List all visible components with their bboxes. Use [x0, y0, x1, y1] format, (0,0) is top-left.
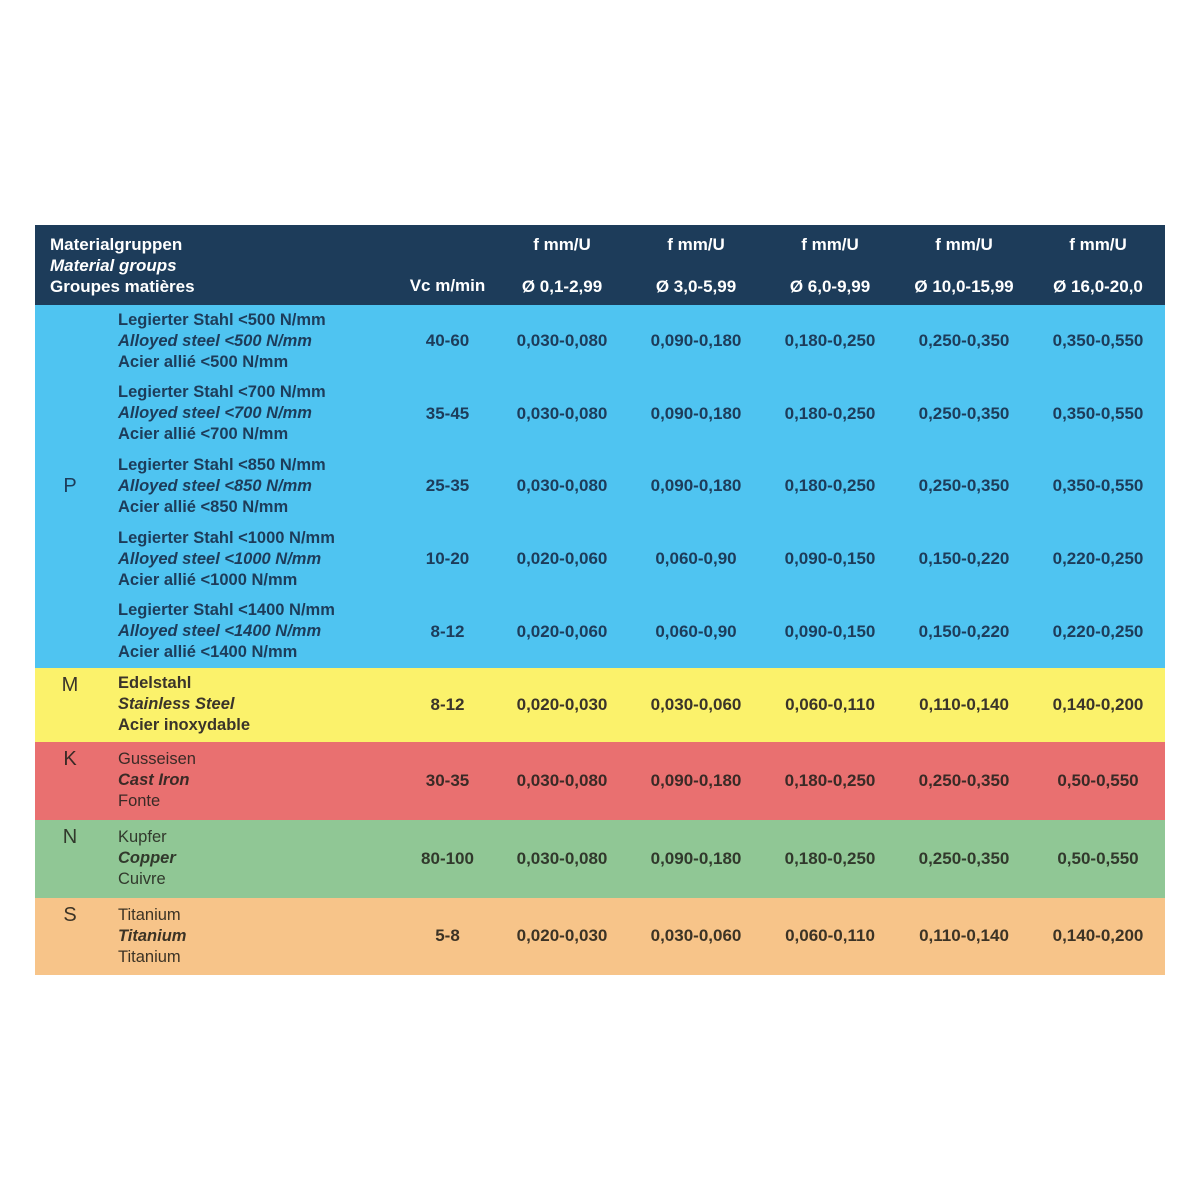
material-name-fr: Acier allié <850 N/mm: [118, 497, 289, 516]
material-group-section: [35, 820, 1165, 898]
material-name-en: Alloyed steel <850 N/mm: [118, 476, 312, 495]
diameter-range-label: Ø 3,0-5,99: [655, 277, 737, 296]
header-feed-col-2: [629, 225, 763, 305]
material-name: [105, 673, 400, 736]
feed-value: 0,350-0,550: [1052, 331, 1144, 351]
feed-unit-label: f mm/U: [533, 235, 591, 254]
material-group-section: [35, 898, 1165, 975]
cutting-speed-value: 40-60: [425, 331, 470, 351]
material-row: [105, 305, 1165, 378]
material-row: [105, 742, 1165, 820]
material-group-section: [35, 305, 1165, 668]
feed-value: 0,140-0,200: [1052, 926, 1144, 946]
material-name-de: Legierter Stahl <700 N/mm: [118, 383, 326, 402]
material-row: [105, 595, 1165, 668]
feed-value: 0,060-0,90: [655, 621, 737, 641]
diameter-range-label: Ø 0,1-2,99: [521, 277, 603, 296]
diameter-range-label: Ø 16,0-20,0: [1053, 277, 1143, 296]
header-feed-col-4: [897, 225, 1031, 305]
table-body: [35, 305, 1165, 975]
cutting-speed-value: 25-35: [425, 476, 470, 496]
feed-value: 0,020-0,030: [516, 694, 608, 714]
feed-unit-label: f mm/U: [1069, 235, 1127, 254]
header-title-fr: Groupes matières: [50, 276, 195, 296]
material-name-fr: Titanium: [118, 947, 181, 966]
feed-value: 0,250-0,350: [918, 476, 1010, 496]
feed-value: 0,090-0,180: [650, 848, 742, 868]
material-name: [105, 455, 400, 518]
material-name: [105, 528, 400, 591]
cutting-speed-value: 80-100: [421, 848, 474, 868]
feed-value: 0,090-0,180: [650, 403, 742, 423]
cutting-data-table: [35, 225, 1165, 975]
material-name: [105, 382, 400, 445]
feed-value: 0,020-0,060: [516, 549, 608, 569]
material-name-de: Legierter Stahl <1000 N/mm: [118, 528, 335, 547]
material-name-de: Kupfer: [118, 828, 167, 847]
feed-value: 0,150-0,220: [918, 621, 1010, 641]
material-name-en: Alloyed steel <1000 N/mm: [118, 549, 322, 568]
feed-value: 0,110-0,140: [919, 926, 1009, 946]
material-row: [105, 898, 1165, 975]
group-letter: P: [63, 474, 77, 497]
header-title-de: Materialgruppen: [50, 234, 183, 254]
material-name-de: Legierter Stahl <500 N/mm: [118, 310, 326, 329]
feed-value: 0,090-0,180: [650, 476, 742, 496]
material-name: [105, 600, 400, 663]
feed-value: 0,220-0,250: [1052, 621, 1144, 641]
material-name-fr: Cuivre: [118, 870, 166, 889]
diameter-range-label: Ø 6,0-9,99: [789, 277, 871, 296]
feed-value: 0,140-0,200: [1052, 694, 1144, 714]
material-name-en: Alloyed steel <1400 N/mm: [118, 622, 322, 641]
feed-value: 0,180-0,250: [784, 331, 876, 351]
feed-value: 0,060-0,110: [785, 926, 875, 946]
header-feed-col-3: [763, 225, 897, 305]
group-letter: M: [61, 673, 79, 696]
material-name-en: Titanium: [118, 926, 187, 945]
feed-value: 0,250-0,350: [918, 331, 1010, 351]
header-material-groups: [35, 225, 400, 305]
material-group-section: [35, 742, 1165, 820]
material-row: [105, 523, 1165, 596]
material-row: [105, 668, 1165, 742]
cutting-speed-value: 10-20: [425, 549, 470, 569]
material-name: [105, 310, 400, 373]
material-name: [105, 827, 400, 890]
feed-unit-label: f mm/U: [667, 235, 725, 254]
cutting-speed-value: 35-45: [425, 403, 470, 423]
feed-value: 0,090-0,180: [650, 770, 742, 790]
feed-value: 0,060-0,90: [655, 549, 737, 569]
feed-value: 0,060-0,110: [785, 694, 875, 714]
material-name-de: Legierter Stahl <850 N/mm: [118, 455, 326, 474]
feed-value: 0,030-0,060: [650, 926, 742, 946]
material-name: [105, 905, 400, 968]
group-letter: K: [63, 747, 77, 770]
feed-value: 0,090-0,180: [650, 331, 742, 351]
feed-value: 0,020-0,030: [516, 926, 608, 946]
feed-value: 0,180-0,250: [784, 403, 876, 423]
material-name-fr: Fonte: [118, 792, 161, 811]
cutting-speed-value: 8-12: [430, 694, 465, 714]
material-row: [105, 820, 1165, 898]
feed-unit-label: f mm/U: [801, 235, 859, 254]
material-name-fr: Acier inoxydable: [118, 716, 251, 735]
material-name: [105, 749, 400, 812]
feed-value: 0,250-0,350: [918, 848, 1010, 868]
feed-value: 0,350-0,550: [1052, 403, 1144, 423]
feed-value: 0,250-0,350: [918, 403, 1010, 423]
feed-value: 0,090-0,150: [784, 621, 876, 641]
material-row: [105, 450, 1165, 523]
cutting-speed-value: 30-35: [425, 770, 470, 790]
group-letter: N: [62, 825, 78, 848]
feed-value: 0,090-0,150: [784, 549, 876, 569]
material-group-section: [35, 668, 1165, 742]
feed-value: 0,030-0,080: [516, 770, 608, 790]
header-cutting-speed: Vc m/min: [409, 276, 486, 295]
feed-value: 0,50-0,550: [1057, 770, 1139, 790]
material-name-de: Legierter Stahl <1400 N/mm: [118, 601, 335, 620]
group-letter: S: [63, 903, 77, 926]
diameter-range-label: Ø 10,0-15,99: [914, 277, 1014, 296]
feed-value: 0,110-0,140: [919, 694, 1009, 714]
feed-unit-label: f mm/U: [935, 235, 993, 254]
material-name-en: Alloyed steel <500 N/mm: [118, 331, 312, 350]
feed-value: 0,030-0,080: [516, 403, 608, 423]
material-name-de: Edelstahl: [118, 674, 192, 693]
material-name-en: Alloyed steel <700 N/mm: [118, 404, 312, 423]
table-header: [35, 225, 1165, 305]
material-row: [105, 378, 1165, 451]
material-name-de: Gusseisen: [118, 750, 196, 769]
feed-value: 0,030-0,080: [516, 848, 608, 868]
material-name-en: Cast Iron: [118, 771, 190, 790]
feed-value: 0,030-0,080: [516, 331, 608, 351]
feed-value: 0,030-0,080: [516, 476, 608, 496]
feed-value: 0,180-0,250: [784, 476, 876, 496]
feed-value: 0,220-0,250: [1052, 549, 1144, 569]
feed-value: 0,020-0,060: [516, 621, 608, 641]
material-name-en: Copper: [118, 849, 176, 868]
cutting-speed-value: 8-12: [430, 621, 465, 641]
feed-value: 0,180-0,250: [784, 770, 876, 790]
material-name-de: Titanium: [118, 905, 181, 924]
material-name-fr: Acier allié <1400 N/mm: [118, 643, 298, 662]
header-title-en: Material groups: [50, 255, 177, 275]
header-feed-col-5: [1031, 225, 1165, 305]
material-name-fr: Acier allié <1000 N/mm: [118, 570, 298, 589]
material-name-fr: Acier allié <700 N/mm: [118, 425, 289, 444]
feed-value: 0,180-0,250: [784, 848, 876, 868]
feed-value: 0,50-0,550: [1057, 848, 1139, 868]
feed-value: 0,150-0,220: [918, 549, 1010, 569]
material-name-en: Stainless Steel: [118, 695, 235, 714]
material-name-fr: Acier allié <500 N/mm: [118, 352, 289, 371]
feed-value: 0,030-0,060: [650, 694, 742, 714]
feed-value: 0,350-0,550: [1052, 476, 1144, 496]
feed-value: 0,250-0,350: [918, 770, 1010, 790]
cutting-speed-value: 5-8: [435, 926, 460, 946]
header-feed-col-1: [495, 225, 629, 305]
